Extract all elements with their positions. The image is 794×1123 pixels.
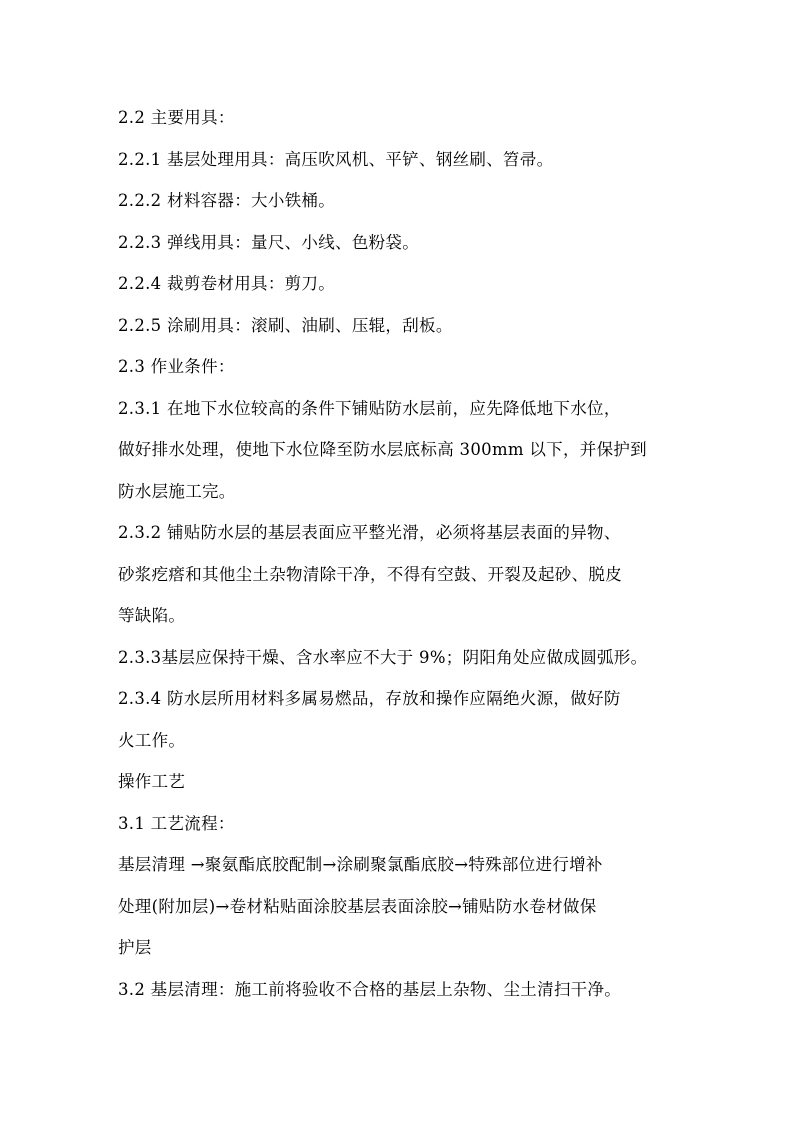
- process-flow-line-1: 基层清理 →聚氨酯底胶配制→涂刷聚氯酯底胶→特殊部位进行增补: [118, 855, 603, 874]
- process-flow-line-2: 处理(附加层)→卷材粘贴面涂胶基层表面涂胶→铺贴防水卷材做保: [118, 897, 597, 916]
- item-3-2: 3.2 基层清理：施工前将验收不合格的基层上杂物、尘土清扫干净。: [118, 980, 622, 999]
- section-heading-operation-process: 操作工艺: [118, 772, 186, 791]
- section-heading-2-3: 2.3 作业条件：: [118, 357, 235, 376]
- section-heading-2-2: 2.2 主要用具：: [118, 108, 235, 127]
- section-heading-3-1: 3.1 工艺流程：: [118, 814, 235, 833]
- item-2-2-1: 2.2.1 基层处理用具：高压吹风机、平铲、钢丝刷、笤帚。: [118, 150, 554, 169]
- process-flow-line-3: 护层: [118, 938, 152, 957]
- item-2-2-5: 2.2.5 涂刷用具：滚刷、油刷、压辊，刮板。: [118, 316, 453, 335]
- item-2-3-4-line-2: 火工作。: [118, 731, 186, 750]
- item-2-3-1-line-3: 防水层施工完。: [118, 482, 236, 501]
- item-2-2-2: 2.2.2 材料容器：大小铁桶。: [118, 191, 336, 210]
- item-2-3-1-line-2: 做好排水处理，使地下水位降至防水层底标高 300mm 以下，并保护到: [118, 440, 647, 459]
- item-2-3-4-line-1: 2.3.4 防水层所用材料多属易燃品，存放和操作应隔绝火源，做好防: [118, 689, 621, 708]
- item-2-3-2-line-3: 等缺陷。: [118, 606, 186, 625]
- item-2-3-3: 2.3.3基层应保持干燥、含水率应不大于 9%；阴阳角处应做成圆弧形。: [118, 648, 648, 667]
- item-2-2-4: 2.2.4 裁剪卷材用具：剪刀。: [118, 274, 336, 293]
- item-2-3-2-line-2: 砂浆疙瘩和其他尘土杂物清除干净，不得有空鼓、开裂及起砂、脱皮: [118, 565, 622, 584]
- item-2-2-3: 2.2.3 弹线用具：量尺、小线、色粉袋。: [118, 233, 420, 252]
- item-2-3-2-line-1: 2.3.2 铺贴防水层的基层表面应平整光滑，必须将基层表面的异物、: [118, 523, 621, 542]
- item-2-3-1-line-1: 2.3.1 在地下水位较高的条件下铺贴防水层前，应先降低地下水位，: [118, 399, 621, 418]
